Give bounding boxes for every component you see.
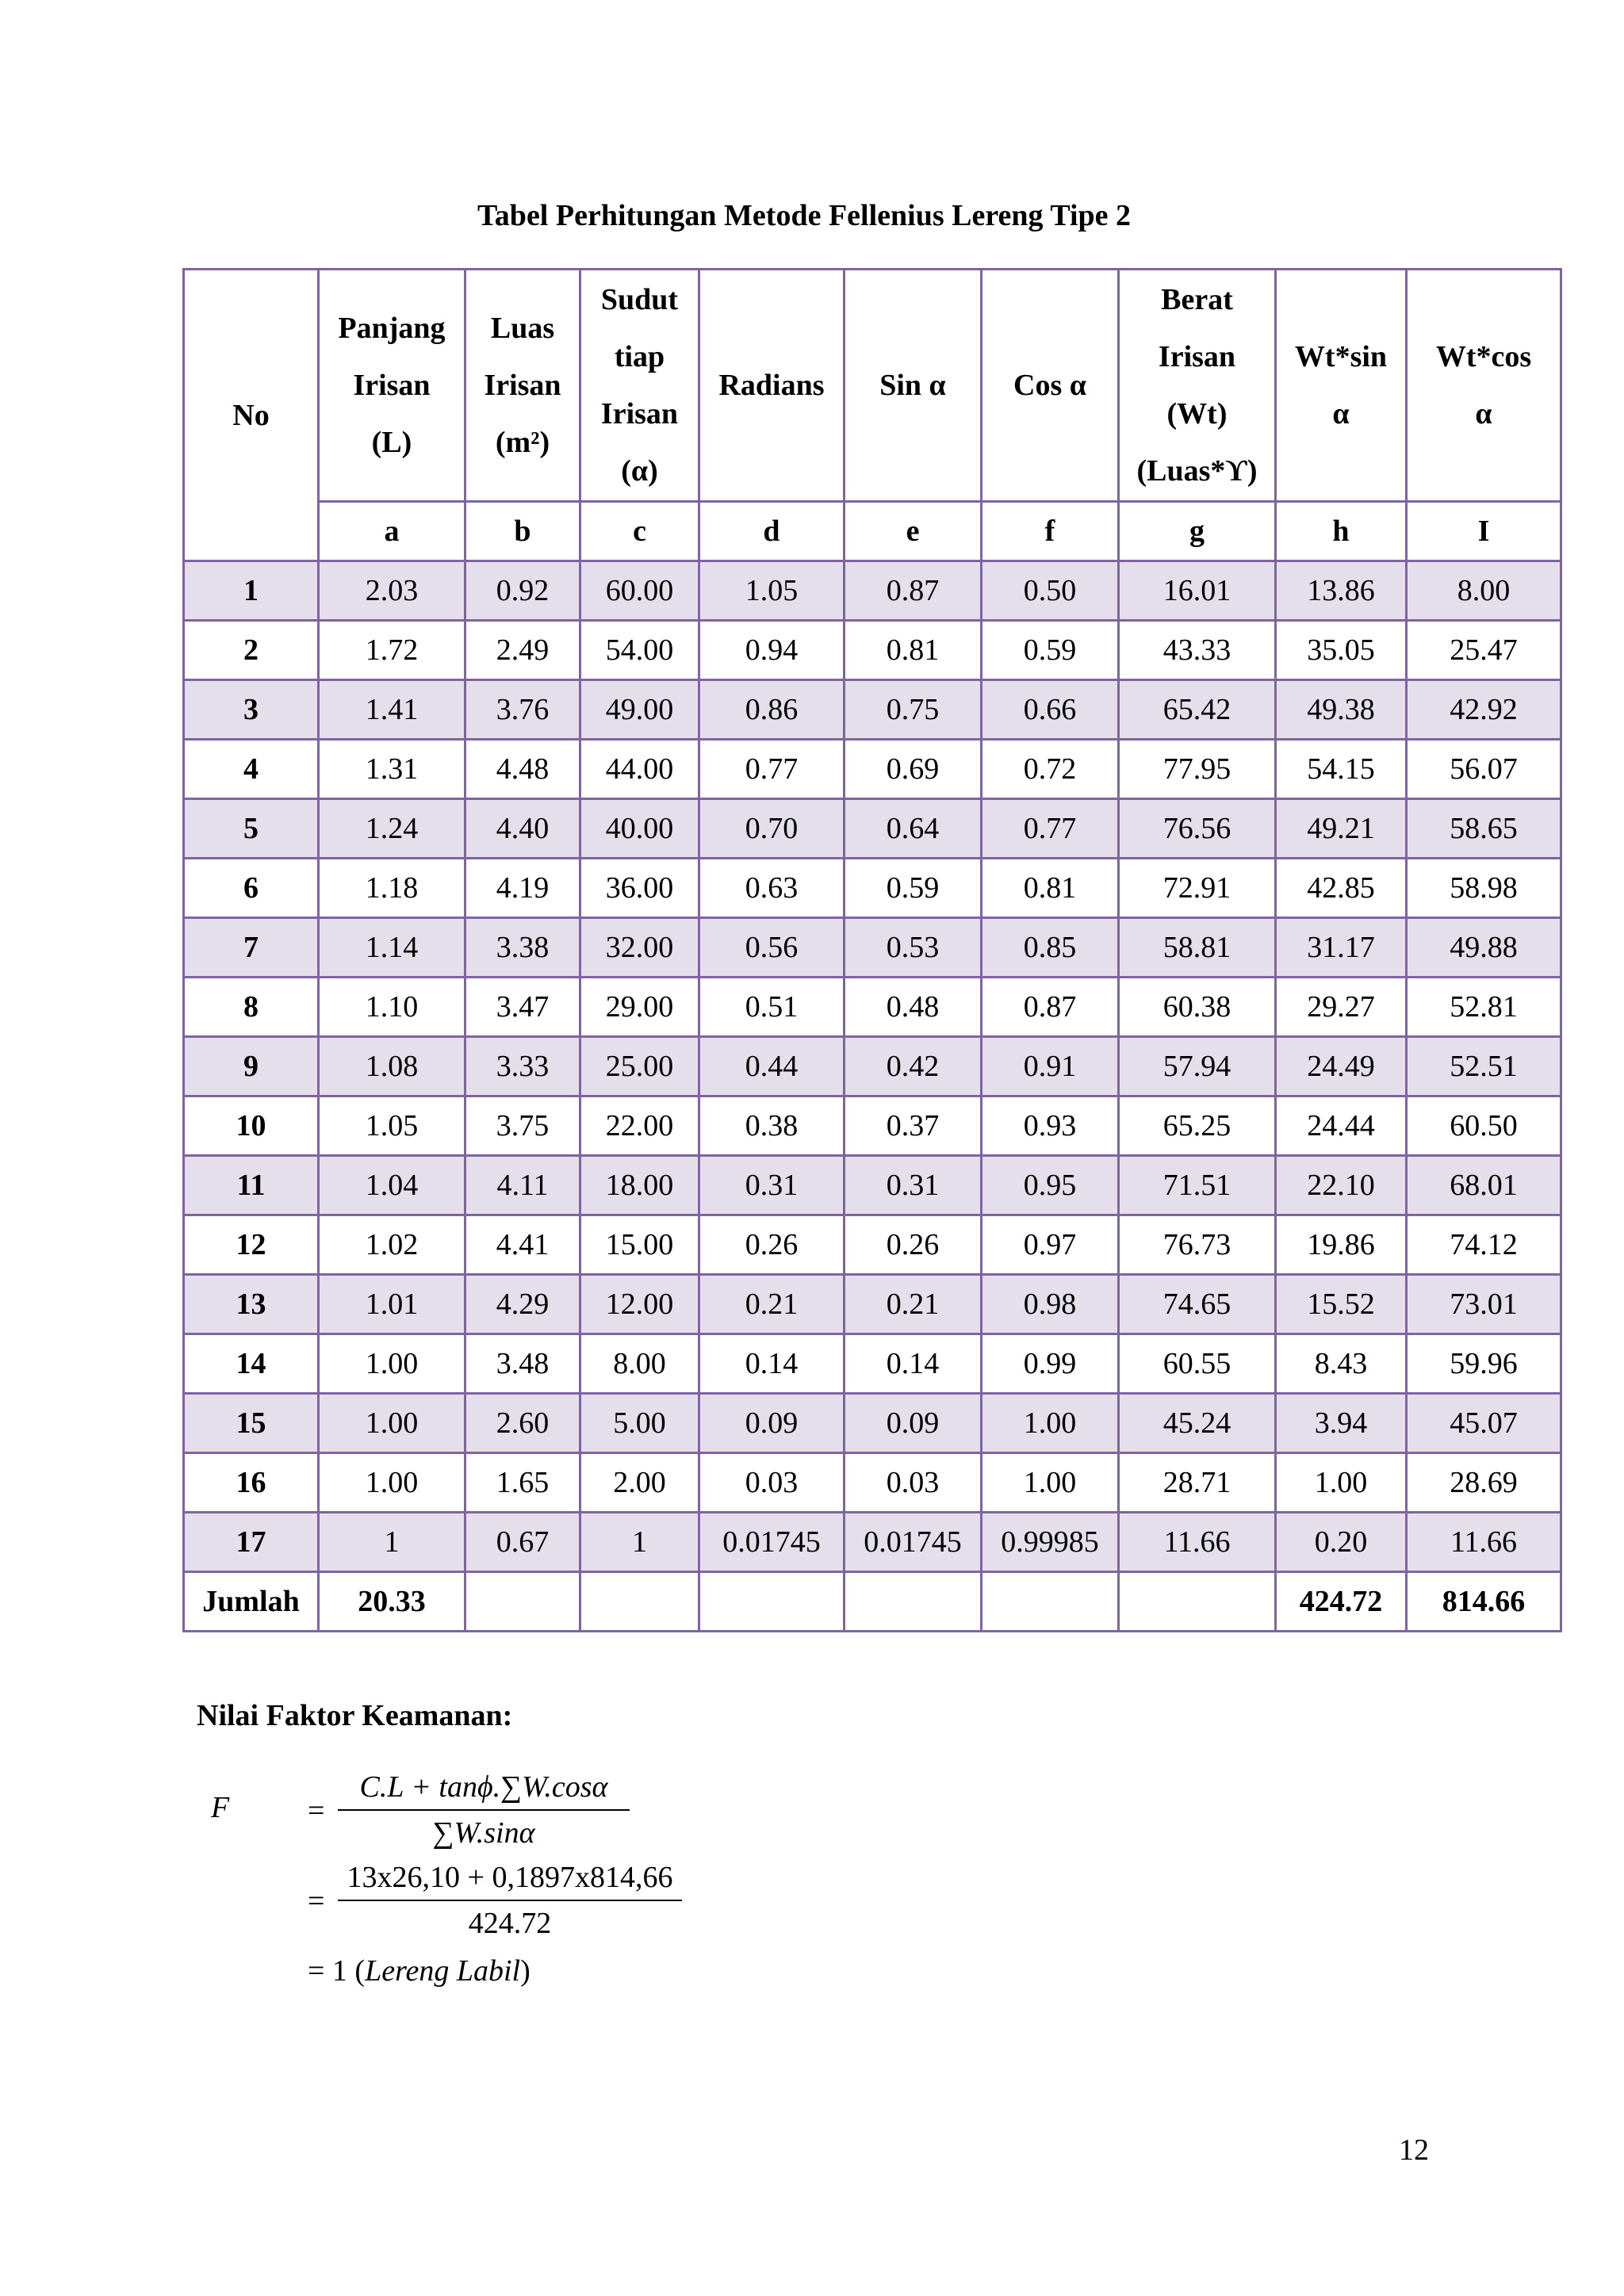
table-cell: 1.05 <box>319 1096 465 1156</box>
table-cell: 0.31 <box>699 1156 845 1215</box>
total-cell: 20.33 <box>319 1572 465 1632</box>
result-close: ) <box>520 1954 530 1988</box>
table-cell: 3.76 <box>465 680 580 740</box>
column-header-3 <box>580 270 699 502</box>
table-cell: 0.44 <box>699 1037 845 1096</box>
total-cell: Jumlah <box>184 1572 319 1632</box>
table-cell: 49.00 <box>580 680 699 740</box>
table-cell: 11 <box>184 1156 319 1215</box>
header-line: tiap <box>614 340 665 373</box>
table-cell: 5 <box>184 799 319 859</box>
formula-denominator-2: 424.72 <box>468 1907 552 1940</box>
column-letter: d <box>699 502 845 561</box>
table-cell: 0.91 <box>982 1037 1119 1096</box>
header-line: Sin α <box>879 369 946 402</box>
table-cell: 3.47 <box>465 978 580 1037</box>
table-cell: 0.20 <box>1276 1513 1407 1572</box>
fellenius-table <box>182 268 1562 1632</box>
table-cell: 1.72 <box>319 621 465 680</box>
table-cell: 24.49 <box>1276 1037 1407 1096</box>
column-header-1 <box>319 270 465 502</box>
table-cell: 0.03 <box>845 1453 982 1513</box>
header-line: Irisan <box>484 369 561 402</box>
table-cell: 1.02 <box>319 1215 465 1275</box>
header-line: Wt*cos <box>1435 340 1532 373</box>
header-line: α <box>1332 397 1350 430</box>
header-line: Irisan <box>353 369 431 402</box>
table-cell: 0.09 <box>845 1394 982 1453</box>
table-cell: 1.00 <box>319 1334 465 1394</box>
page-number: 12 <box>1399 2133 1429 2167</box>
table-cell: 19.86 <box>1276 1215 1407 1275</box>
table-cell: 0.70 <box>699 799 845 859</box>
table-row <box>184 1394 1561 1453</box>
total-cell <box>845 1572 982 1632</box>
header-line: (m²) <box>495 426 550 459</box>
table-cell: 60.38 <box>1119 978 1276 1037</box>
formula-denominator-1: ∑W.sinα <box>432 1816 535 1850</box>
table-cell: 1.24 <box>319 799 465 859</box>
header-line: Berat <box>1161 283 1233 316</box>
table-cell: 0.51 <box>699 978 845 1037</box>
table-cell: 1.65 <box>465 1453 580 1513</box>
column-header-7 <box>1119 270 1276 502</box>
table-cell: 15 <box>184 1394 319 1453</box>
table-cell: 73.01 <box>1407 1275 1561 1334</box>
total-cell <box>982 1572 1119 1632</box>
table-row <box>184 1215 1561 1275</box>
safety-factor-label: Nilai Faktor Keamanan: <box>197 1699 513 1732</box>
table-cell: 18.00 <box>580 1156 699 1215</box>
table-cell: 0.59 <box>982 621 1119 680</box>
table-cell: 0.92 <box>465 561 580 621</box>
column-header-9 <box>1407 270 1561 502</box>
table-cell: 6 <box>184 859 319 918</box>
table-cell: 4.40 <box>465 799 580 859</box>
table-row <box>184 1275 1561 1334</box>
table-cell: 28.71 <box>1119 1453 1276 1513</box>
column-header-5 <box>845 270 982 502</box>
table-cell: 25.47 <box>1407 621 1561 680</box>
table-cell: 0.21 <box>699 1275 845 1334</box>
header-line: No <box>232 398 270 432</box>
table-cell: 10 <box>184 1096 319 1156</box>
table-row <box>184 1334 1561 1394</box>
table-cell: 0.09 <box>699 1394 845 1453</box>
column-header-6 <box>982 270 1119 502</box>
table-cell: 49.88 <box>1407 918 1561 978</box>
table-cell: 0.64 <box>845 799 982 859</box>
table-cell: 58.81 <box>1119 918 1276 978</box>
header-line: (Luas*ϒ) <box>1136 454 1258 488</box>
table-row <box>184 1513 1561 1572</box>
table-cell: 0.93 <box>982 1096 1119 1156</box>
table-cell: 29.27 <box>1276 978 1407 1037</box>
table-cell: 8.00 <box>1407 561 1561 621</box>
table-cell: 3.94 <box>1276 1394 1407 1453</box>
table-row <box>184 978 1561 1037</box>
table-row <box>184 1096 1561 1156</box>
table-cell: 0.95 <box>982 1156 1119 1215</box>
table-cell: 0.98 <box>982 1275 1119 1334</box>
table-cell: 0.01745 <box>845 1513 982 1572</box>
table-row <box>184 918 1561 978</box>
table-cell: 1.04 <box>319 1156 465 1215</box>
table-cell: 4 <box>184 740 319 799</box>
table-cell: 0.26 <box>845 1215 982 1275</box>
table-cell: 0.66 <box>982 680 1119 740</box>
table-cell: 0.21 <box>845 1275 982 1334</box>
table-cell: 1.00 <box>319 1394 465 1453</box>
total-cell: 814.66 <box>1407 1572 1561 1632</box>
table-cell: 0.38 <box>699 1096 845 1156</box>
table-row <box>184 1156 1561 1215</box>
table-cell: 0.94 <box>699 621 845 680</box>
table-row <box>184 740 1561 799</box>
table-cell: 35.05 <box>1276 621 1407 680</box>
header-line: Luas <box>490 312 555 345</box>
table-cell: 2.00 <box>580 1453 699 1513</box>
table-cell: 0.97 <box>982 1215 1119 1275</box>
table-cell: 0.01745 <box>699 1513 845 1572</box>
column-header-0 <box>184 270 319 561</box>
column-letter: I <box>1407 502 1561 561</box>
table-cell: 52.51 <box>1407 1037 1561 1096</box>
column-letter: a <box>319 502 465 561</box>
table-row <box>184 621 1561 680</box>
table-cell: 24.44 <box>1276 1096 1407 1156</box>
table-cell: 15.00 <box>580 1215 699 1275</box>
table-cell: 1 <box>184 561 319 621</box>
table-cell: 15.52 <box>1276 1275 1407 1334</box>
table-row <box>184 561 1561 621</box>
table-cell: 68.01 <box>1407 1156 1561 1215</box>
fraction-bar-2 <box>338 1900 682 1901</box>
header-line: Radians <box>718 369 825 402</box>
table-cell: 76.56 <box>1119 799 1276 859</box>
table-cell: 9 <box>184 1037 319 1096</box>
header-line: Wt*sin <box>1294 340 1388 373</box>
table-cell: 1.00 <box>982 1453 1119 1513</box>
result-note: Lereng Labil <box>365 1954 521 1988</box>
formula-numerator-2: 13x26,10 + 0,1897x814,66 <box>347 1861 673 1894</box>
table-cell: 14 <box>184 1334 319 1394</box>
table-cell: 0.99 <box>982 1334 1119 1394</box>
table-cell: 0.87 <box>845 561 982 621</box>
table-cell: 56.07 <box>1407 740 1561 799</box>
total-cell: 424.72 <box>1276 1572 1407 1632</box>
table-cell: 1.41 <box>319 680 465 740</box>
formula-result <box>308 1954 530 1988</box>
table-cell: 22.00 <box>580 1096 699 1156</box>
table-cell: 44.00 <box>580 740 699 799</box>
table-cell: 0.81 <box>845 621 982 680</box>
table-cell: 76.73 <box>1119 1215 1276 1275</box>
table-cell: 0.56 <box>699 918 845 978</box>
column-letter: h <box>1276 502 1407 561</box>
table-cell: 0.87 <box>982 978 1119 1037</box>
table-cell: 0.14 <box>699 1334 845 1394</box>
table-cell: 54.15 <box>1276 740 1407 799</box>
table-body <box>184 561 1561 1572</box>
table-cell: 54.00 <box>580 621 699 680</box>
header-line: Irisan <box>600 397 679 430</box>
table-cell: 1.10 <box>319 978 465 1037</box>
table-cell: 0.81 <box>982 859 1119 918</box>
table-cell: 0.42 <box>845 1037 982 1096</box>
header-line: (α) <box>621 454 658 488</box>
table-cell: 1 <box>319 1513 465 1572</box>
table-cell: 40.00 <box>580 799 699 859</box>
table-cell: 1.18 <box>319 859 465 918</box>
table-cell: 8.00 <box>580 1334 699 1394</box>
table-cell: 8.43 <box>1276 1334 1407 1394</box>
table-cell: 74.12 <box>1407 1215 1561 1275</box>
header-line: Panjang <box>338 312 446 345</box>
table-cell: 31.17 <box>1276 918 1407 978</box>
table-cell: 7 <box>184 918 319 978</box>
header-line: (Wt) <box>1166 397 1228 430</box>
table-cell: 1 <box>580 1513 699 1572</box>
table-cell: 43.33 <box>1119 621 1276 680</box>
table-cell: 2.60 <box>465 1394 580 1453</box>
table-cell: 60.00 <box>580 561 699 621</box>
table-cell: 4.19 <box>465 859 580 918</box>
table-cell: 0.31 <box>845 1156 982 1215</box>
table-cell: 12.00 <box>580 1275 699 1334</box>
table-cell: 0.67 <box>465 1513 580 1572</box>
table-cell: 72.91 <box>1119 859 1276 918</box>
table-cell: 58.65 <box>1407 799 1561 859</box>
table-cell: 71.51 <box>1119 1156 1276 1215</box>
table-cell: 0.75 <box>845 680 982 740</box>
table-cell: 45.07 <box>1407 1394 1561 1453</box>
table-row <box>184 799 1561 859</box>
formula-equals-2: = <box>308 1885 325 1918</box>
table-cell: 1.00 <box>982 1394 1119 1453</box>
table-cell: 0.69 <box>845 740 982 799</box>
table-row <box>184 680 1561 740</box>
table-cell: 1.31 <box>319 740 465 799</box>
column-letter-row <box>184 502 1561 561</box>
column-header-8 <box>1276 270 1407 502</box>
table-cell: 4.11 <box>465 1156 580 1215</box>
table-cell: 60.55 <box>1119 1334 1276 1394</box>
table-cell: 17 <box>184 1513 319 1572</box>
formula-fraction-2 <box>338 1860 682 1941</box>
column-letter: e <box>845 502 982 561</box>
table-cell: 25.00 <box>580 1037 699 1096</box>
table-cell: 16.01 <box>1119 561 1276 621</box>
fraction-bar-1 <box>338 1809 630 1811</box>
table-cell: 3 <box>184 680 319 740</box>
column-letter: c <box>580 502 699 561</box>
table-cell: 42.85 <box>1276 859 1407 918</box>
table-cell: 0.86 <box>699 680 845 740</box>
header-line: α <box>1475 397 1492 430</box>
header-line: Cos α <box>1013 369 1086 402</box>
table-cell: 11.66 <box>1119 1513 1276 1572</box>
table-cell: 0.03 <box>699 1453 845 1513</box>
table-cell: 8 <box>184 978 319 1037</box>
table-cell: 0.53 <box>845 918 982 978</box>
table-cell: 1.00 <box>1276 1453 1407 1513</box>
formula-symbol: F <box>211 1791 230 1824</box>
table-row <box>184 1453 1561 1513</box>
table-cell: 2.03 <box>319 561 465 621</box>
table-cell: 0.99985 <box>982 1513 1119 1572</box>
table-cell: 4.48 <box>465 740 580 799</box>
table-cell: 0.59 <box>845 859 982 918</box>
table-cell: 1.14 <box>319 918 465 978</box>
table-cell: 32.00 <box>580 918 699 978</box>
table-cell: 0.26 <box>699 1215 845 1275</box>
table-cell: 0.63 <box>699 859 845 918</box>
table-cell: 57.94 <box>1119 1037 1276 1096</box>
table-cell: 3.38 <box>465 918 580 978</box>
header-line: Sudut <box>600 283 679 316</box>
table-cell: 22.10 <box>1276 1156 1407 1215</box>
table-cell: 4.29 <box>465 1275 580 1334</box>
table-row <box>184 1037 1561 1096</box>
total-row <box>184 1572 1561 1632</box>
column-letter: f <box>982 502 1119 561</box>
table-cell: 13.86 <box>1276 561 1407 621</box>
table-cell: 0.77 <box>982 799 1119 859</box>
table-cell: 1.00 <box>319 1453 465 1513</box>
total-cell <box>465 1572 580 1632</box>
table-cell: 29.00 <box>580 978 699 1037</box>
table-cell: 11.66 <box>1407 1513 1561 1572</box>
table-cell: 0.37 <box>845 1096 982 1156</box>
table-cell: 0.48 <box>845 978 982 1037</box>
table-cell: 1.01 <box>319 1275 465 1334</box>
table-cell: 2.49 <box>465 621 580 680</box>
column-header-2 <box>465 270 580 502</box>
table-cell: 49.38 <box>1276 680 1407 740</box>
table-cell: 5.00 <box>580 1394 699 1453</box>
column-letter: b <box>465 502 580 561</box>
table-cell: 0.14 <box>845 1334 982 1394</box>
table-cell: 77.95 <box>1119 740 1276 799</box>
table-cell: 42.92 <box>1407 680 1561 740</box>
table-cell: 58.98 <box>1407 859 1561 918</box>
table-cell: 45.24 <box>1119 1394 1276 1453</box>
table-cell: 0.85 <box>982 918 1119 978</box>
formula-numerator-1: C.L + tanϕ.∑W.cosα <box>359 1770 608 1804</box>
formula-equals-1: = <box>308 1794 325 1827</box>
table-cell: 0.50 <box>982 561 1119 621</box>
table-row <box>184 859 1561 918</box>
formula-fraction-1 <box>338 1770 630 1850</box>
table-cell: 1.05 <box>699 561 845 621</box>
header-line: (L) <box>371 426 412 459</box>
table-cell: 12 <box>184 1215 319 1275</box>
table-title: Tabel Perhitungan Metode Fellenius Lereng Tipe 2 <box>477 199 1132 232</box>
table-cell: 60.50 <box>1407 1096 1561 1156</box>
table-cell: 65.42 <box>1119 680 1276 740</box>
table-cell: 13 <box>184 1275 319 1334</box>
table-cell: 65.25 <box>1119 1096 1276 1156</box>
table-cell: 16 <box>184 1453 319 1513</box>
table-cell: 36.00 <box>580 859 699 918</box>
table-cell: 0.72 <box>982 740 1119 799</box>
table-cell: 59.96 <box>1407 1334 1561 1394</box>
total-cell <box>1119 1572 1276 1632</box>
total-cell <box>699 1572 845 1632</box>
table-cell: 2 <box>184 621 319 680</box>
column-letter: g <box>1119 502 1276 561</box>
table-cell: 49.21 <box>1276 799 1407 859</box>
table-cell: 52.81 <box>1407 978 1561 1037</box>
total-cell <box>580 1572 699 1632</box>
table-cell: 0.77 <box>699 740 845 799</box>
table-cell: 28.69 <box>1407 1453 1561 1513</box>
table-cell: 3.48 <box>465 1334 580 1394</box>
table-cell: 3.33 <box>465 1037 580 1096</box>
column-header-4 <box>699 270 845 502</box>
table-cell: 1.08 <box>319 1037 465 1096</box>
result-value: = 1 ( <box>308 1954 366 1988</box>
table-cell: 74.65 <box>1119 1275 1276 1334</box>
header-row <box>184 270 1561 502</box>
table-cell: 3.75 <box>465 1096 580 1156</box>
table-cell: 4.41 <box>465 1215 580 1275</box>
header-line: Irisan <box>1158 340 1236 373</box>
